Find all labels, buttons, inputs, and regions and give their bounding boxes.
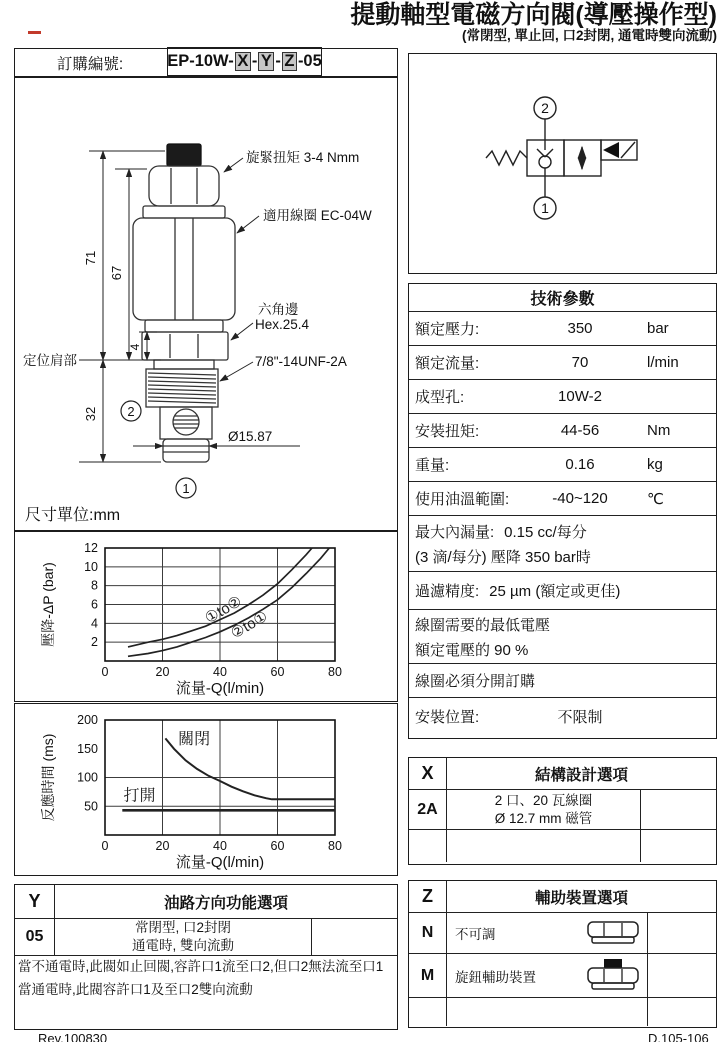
pressure-drop-chart-box [14,531,398,702]
param-value: 0.16 [565,456,595,473]
y-row-code: 05 [15,919,55,955]
svg-text:10: 10 [84,559,98,574]
hex-label-line1: 六角邊 [258,302,299,317]
y-option-table [14,884,398,1030]
svg-text:0: 0 [101,839,109,853]
param-note: (3 滴/每分) 壓降 350 bar時 [415,548,591,566]
param-value: -40~120 [552,490,608,507]
z-row-n [409,913,716,954]
svg-text:80: 80 [328,839,342,853]
y-note-line2: 當通電時,此閥容許口1及至口2雙向流動 [18,981,253,997]
x-row-desc-line1: 2 口、20 瓦線圈 [494,792,593,808]
param-label: 過濾精度: [415,583,480,600]
port-1-number: 1 [182,481,190,496]
param-row-temperature [409,481,716,515]
param-label: 成型孔: [415,389,465,406]
x-row-code: 2A [409,790,447,829]
svg-text:6: 6 [91,597,98,612]
title-block [350,2,717,43]
param-label: 安裝扭矩: [415,423,480,440]
param-label: 額定壓力: [415,321,480,338]
svg-text:20: 20 [155,839,170,853]
y-letter: Y [15,885,55,918]
thread-label: 7/8"-14UNF-2A [255,354,347,369]
param-label: 安裝位置: [415,709,480,726]
svg-text:40: 40 [213,839,227,853]
x-row-desc-line2: Ø 12.7 mm 磁管 [494,810,593,826]
z-row-label: 不可調 [455,927,496,942]
param-row-filtration [409,571,716,609]
param-label: 重量: [415,457,450,474]
param-value: 70 [571,354,589,371]
svg-text:20: 20 [155,665,170,679]
svg-text:150: 150 [77,741,98,756]
diameter-label: Ø15.87 [228,429,273,444]
param-note: 線圈需要的最低電壓 [415,616,551,634]
param-unit: l/min [647,354,679,371]
param-row-cavity [409,379,716,413]
svg-text:②to①: ②to① [228,607,271,643]
svg-text:12: 12 [84,541,98,555]
units-note: 尺寸單位:mm [25,507,121,524]
y-note-line1: 當不通電時,此閥如止回閥,容許口1流至口2,但口2無法流至口1 [18,959,384,974]
param-row-pressure [409,311,716,345]
param-row-mounting [409,697,716,735]
z-row-m [409,954,716,998]
param-unit: Nm [647,422,671,439]
y-row-05 [15,919,397,956]
param-label: 額定流量: [415,355,480,372]
response-time-chart [15,704,395,873]
red-mark [28,31,41,34]
svg-text:60: 60 [270,839,285,853]
param-row-coil-order [409,663,716,697]
page-title: 提動軸型電磁方向閥(導壓操作型) [350,1,717,29]
coil-label: 適用線圈 EC-04W [263,208,372,223]
y-row-desc-line1: 常閉型, 口2封閉 [134,920,231,936]
z-row-desc [447,954,647,997]
dim-67: 67 [109,265,124,281]
svg-text:流量-Q(l/min): 流量-Q(l/min) [175,680,265,697]
hydraulic-symbol [409,54,714,271]
svg-text:關閉: 關閉 [178,731,211,749]
order-number-box [14,48,398,77]
hydraulic-symbol-box [408,53,717,274]
check-ball [539,156,551,168]
param-value: 44-56 [560,422,600,439]
x-empty-row [409,830,716,862]
shoulder-label: 定位肩部 [23,353,77,368]
y-row-desc-line2: 通電時, 雙向流動 [131,938,234,953]
param-value: 350 [567,320,593,337]
svg-text:8: 8 [91,578,98,593]
nut-knob-icon [585,959,641,993]
order-code-z: Z [282,52,297,71]
valve-drawing-box [14,77,398,531]
symbol-port-2-number: 2 [541,100,549,116]
order-code-y: Y [258,52,274,71]
param-row-weight [409,447,716,481]
param-note: 額定電壓的 90 % [415,641,529,659]
z-row-symbol-cell [647,954,716,997]
param-row-min-voltage [409,609,716,663]
z-empty-row [409,998,716,1026]
z-row-label: 旋鈕輔助裝置 [455,969,536,985]
svg-text:壓降-ΔP (bar): 壓降-ΔP (bar) [40,562,56,647]
knob-cap [167,144,201,166]
param-row-leakage [409,515,716,571]
valve-body [133,144,235,462]
dim-4: 4 [128,343,142,351]
svg-text:40: 40 [213,665,227,679]
param-value: 25 µm (額定或更佳) [489,583,621,600]
svg-text:80: 80 [328,665,342,679]
torque-label: 旋緊扭矩 3-4 Nmm [246,150,360,165]
param-value: 不限制 [557,709,603,726]
pressure-drop-chart [15,532,395,699]
x-title: 結構設計選項 [534,766,628,784]
param-row-flow [409,345,716,379]
svg-text:0: 0 [101,665,109,679]
x-row-2a [409,790,716,830]
z-option-table [408,880,717,1028]
param-unit: ℃ [647,490,664,508]
y-title: 油路方向功能選項 [163,894,288,912]
z-row-symbol-cell [647,913,716,953]
param-unit: kg [647,456,663,473]
valve-drawing [15,78,395,527]
z-row-code: M [409,954,447,997]
param-label: 最大內漏量: [415,523,495,541]
y-row-symbol-cell [311,919,397,955]
order-code-suffix: -05 [297,52,322,71]
param-value: 10W-2 [558,388,602,405]
x-row-desc [447,790,640,829]
svg-text:60: 60 [270,665,285,679]
svg-text:2: 2 [91,635,98,650]
hex-label-line2: Hex.25.4 [255,317,310,332]
svg-text:100: 100 [77,770,98,785]
param-note: 線圈必須分開訂購 [415,673,536,690]
z-row-code: N [409,913,447,953]
x-letter: X [409,758,447,789]
svg-text:流量-Q(l/min): 流量-Q(l/min) [175,854,265,871]
z-title: 輔助裝置選項 [534,889,628,907]
tech-params-table [408,283,717,739]
symbol-port-1-number: 1 [541,200,549,216]
order-code-prefix: EP-10W- [167,52,234,71]
order-code-sep: - [275,52,281,71]
svg-text:反應時間 (ms): 反應時間 (ms) [40,733,56,822]
page-subtitle: (常閉型, 單止回, 口2封閉, 通電時雙向流動) [461,28,717,44]
y-table-header [15,885,397,919]
param-row-torque [409,413,716,447]
order-code [167,47,322,76]
svg-text:打開: 打開 [123,787,156,805]
spring-symbol [486,151,527,165]
dim-71: 71 [83,250,98,266]
z-letter: Z [409,881,447,912]
port-2-number: 2 [127,404,135,419]
doc-number-label: D.105-106 [648,1031,709,1042]
x-row-symbol-cell [640,790,716,829]
z-row-desc [447,913,647,953]
order-number-label: 訂購編號: [56,55,124,73]
solenoid-triangle [603,142,619,158]
svg-text:①to②: ①to② [202,592,245,628]
svg-text:200: 200 [77,713,98,727]
y-row-desc [55,919,311,955]
dim-32: 32 [83,406,98,422]
x-option-table [408,757,717,865]
z-table-header [409,881,716,913]
svg-text:50: 50 [84,799,98,814]
revision-label: Rev.100830 [38,1031,108,1042]
param-unit: bar [647,320,669,337]
param-label: 使用油溫範圍: [415,491,510,508]
response-time-chart-box [14,703,398,876]
x-table-header [409,758,716,790]
order-code-sep: - [251,52,258,71]
nut-icon [585,920,641,946]
leader-arrows [220,158,259,381]
param-value: 0.15 cc/每分 [504,523,587,541]
tech-params-title: 技術參數 [530,291,595,308]
svg-text:4: 4 [91,616,98,631]
order-code-x: X [235,52,251,71]
